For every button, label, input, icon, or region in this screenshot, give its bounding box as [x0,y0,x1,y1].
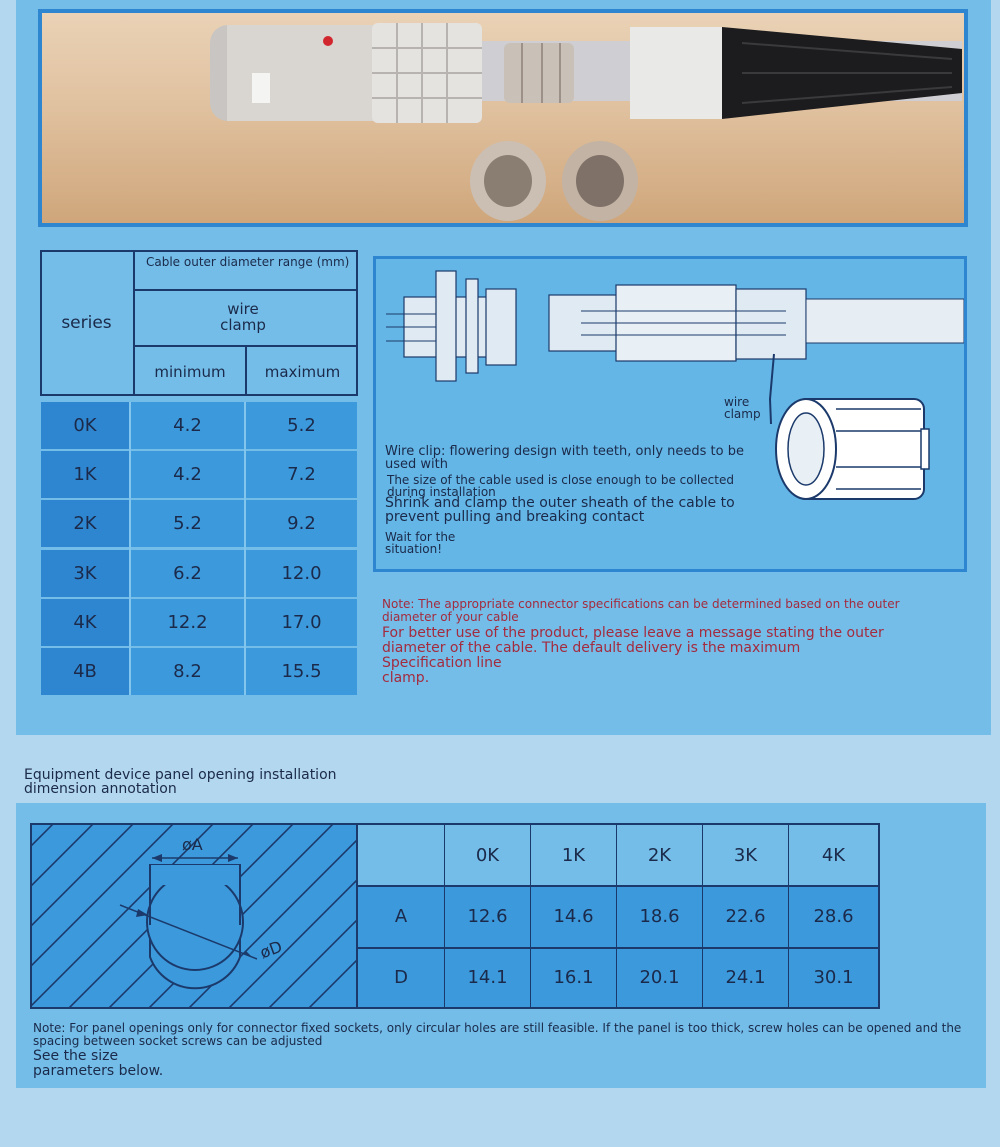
wire-clamp-callout: wire clamp [724,395,761,421]
note-leave-message: For better use of the product, please leave a message stating the outer diameter of the cable. The default delivery is the maximum [382,625,884,656]
min-cell: 5.2 [173,513,202,534]
dimension-cell: 24.1 [703,948,789,1007]
max-cell: 7.2 [287,464,316,485]
row-label-d: D [358,948,445,1007]
section-title [24,768,337,796]
column-header: 1K [531,825,617,885]
wire-clamp-diagram [373,256,967,572]
dim-a-label: øA [182,835,203,854]
divider [133,289,358,291]
dimension-cell: 22.6 [703,886,789,947]
dimension-cell: 16.1 [531,948,617,1007]
series-cell: 2K [73,513,97,534]
panel-opening-diagram [30,823,358,1009]
min-cell: 8.2 [173,661,202,682]
dimension-cell: 28.6 [789,886,878,947]
dimension-cell: 12.6 [445,886,531,947]
column-header: 0K [445,825,531,885]
max-cell: 9.2 [287,513,316,534]
diagram-text-4: Wait for the situation! [385,530,456,556]
note-default-clamp: Specification line clamp. [382,655,502,686]
divider [129,402,131,695]
section-title-line1: Equipment device panel opening installation [24,767,337,783]
max-cell: 12.0 [281,563,322,584]
min-cell: 4.2 [173,415,202,436]
dimension-cell: 14.1 [445,948,531,1007]
series-cell: 4B [73,661,97,682]
dim-d-label: øD [257,936,285,963]
series-header: series [61,313,112,333]
column-header: 2K [617,825,703,885]
connector-photo [38,9,968,227]
clamp-header: wire clamp [220,300,266,334]
max-header: maximum [264,362,341,381]
max-cell: 17.0 [281,612,322,633]
row-label-a: A [358,886,445,947]
dimension-cell: 20.1 [617,948,703,1007]
min-cell: 6.2 [173,563,202,584]
diagram-text-3: Shrink and clamp the outer sheath of the cable to prevent pulling and breaking contact [385,495,735,525]
max-cell: 5.2 [287,415,316,436]
panel-opening-note: Note: For panel openings only for connector fixed sockets, only circular holes are still feasible. If the panel is too thick, screw holes can be opened and the spacing between socket screws can be adjusted [33,1021,962,1048]
column-header: 3K [703,825,789,885]
see-size-line1: See the size [33,1048,119,1064]
divider [358,885,878,887]
dimension-cell: 18.6 [617,886,703,947]
max-cell: 15.5 [281,661,322,682]
min-cell: 12.2 [167,612,208,633]
section-title-line2: dimension annotation [24,781,177,797]
series-cell: 0K [73,415,97,436]
divider [244,402,246,695]
series-cell: 3K [73,563,97,584]
min-header: minimum [154,362,226,381]
series-cell: 4K [73,612,97,633]
min-cell: 4.2 [173,464,202,485]
corner-cell [358,825,445,885]
diagram-text-1: Wire clip: flowering design with teeth, only needs to be used with [385,444,744,472]
diagram-text-2: The size of the cable used is close enough to be collected during installation [387,473,734,499]
range-header: Cable outer diameter range (mm) [146,255,350,269]
connector-illustration [42,13,964,223]
column-header: 4K [789,825,878,885]
series-cell: 1K [73,464,97,485]
dimension-cell: 14.6 [531,886,617,947]
dimension-cell: 30.1 [789,948,878,1007]
note-specification: Note: The appropriate connector specifications can be determined based on the outer diameter of your cable [382,597,900,624]
divider [358,947,878,949]
see-size-line2: parameters below. [33,1063,164,1079]
